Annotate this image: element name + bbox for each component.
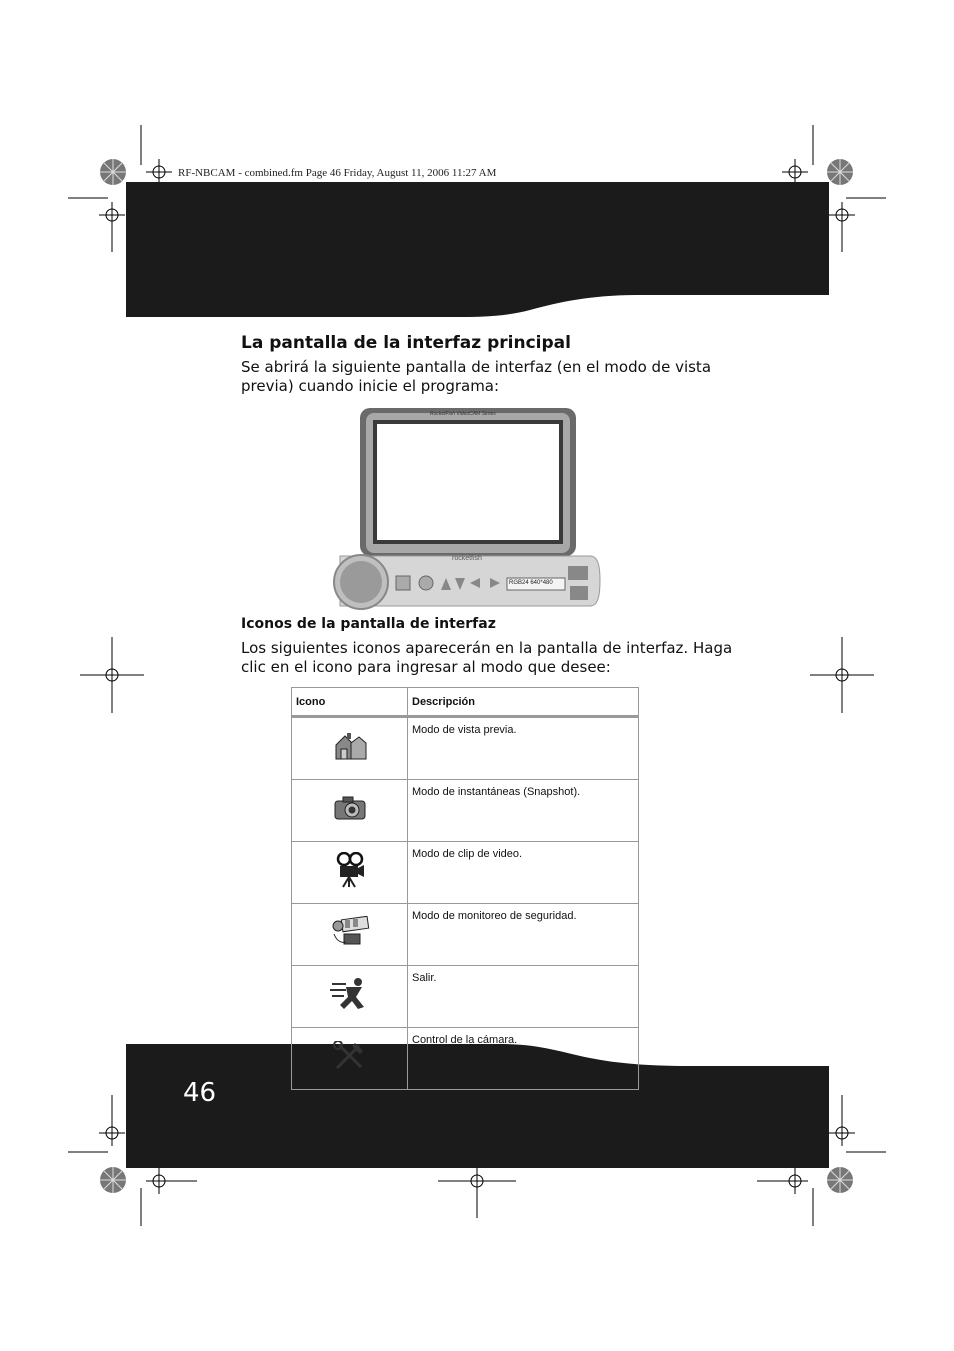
row-description: Modo de clip de video. [408, 842, 639, 904]
table-row [292, 717, 639, 780]
security-camera-icon [330, 916, 370, 948]
header-description: Descripción [408, 688, 639, 717]
row-description: Modo de instantáneas (Snapshot). [408, 780, 639, 842]
table-row [292, 842, 639, 904]
table-row [292, 780, 639, 842]
format-select: RGB24 640*480 [509, 580, 553, 586]
print-slug: RF-NBCAM - combined.fm Page 46 Friday, August 11, 2006 11:27 AM [178, 167, 497, 179]
table-header-row [292, 688, 639, 717]
table-row [292, 1028, 639, 1090]
row-description: Modo de vista previa. [408, 717, 639, 780]
section-title: La pantalla de la interfaz principal [241, 333, 571, 353]
house-icon [333, 731, 367, 761]
row-description: Control de la cámara. [408, 1028, 639, 1090]
section-intro: Se abrirá la siguiente pantalla de interfaz (en el modo de vista previa) cuando inicie el programa: [241, 358, 712, 395]
header-icon: Icono [292, 688, 408, 717]
app-brand-logo: rocketfish [452, 555, 482, 562]
row-description: Salir. [408, 966, 639, 1028]
film-camera-icon [335, 852, 365, 888]
running-man-icon [330, 977, 370, 1011]
camera-icon [333, 794, 367, 822]
app-title: RocketFish VideoCAM Series [430, 411, 496, 417]
icons-table [291, 687, 639, 1090]
table-row [292, 966, 639, 1028]
page-number: 46 [183, 1078, 217, 1108]
tools-icon [333, 1041, 367, 1071]
row-description: Modo de monitoreo de seguridad. [408, 904, 639, 966]
icons-section-intro: Los siguientes iconos aparecerán en la pantalla de interfaz. Haga clic en el icono para ingresar al modo que desee: [241, 639, 733, 676]
table-row [292, 904, 639, 966]
icons-section-title: Iconos de la pantalla de interfaz [241, 616, 496, 632]
